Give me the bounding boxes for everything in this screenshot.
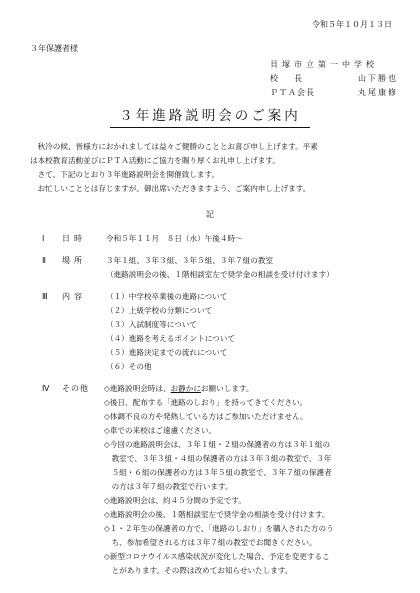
note-line: ◇後日、配布する「進路のしおり」を持ってきてください。 (104, 398, 308, 407)
place-line: ３年１組、３年３組、３年５組、３年７組の教室 (106, 256, 274, 265)
school-name: 貝塚市立第一中学校 (270, 60, 378, 69)
note-line: ◇進路説明会は、約４５分間の予定です。 (104, 496, 246, 505)
intro-line: は本校教育活動並びにＰＴＡ活動にご協力を賜り厚くお礼申し上げます。 (30, 156, 280, 165)
content-item: （２）上級学校の分類について (106, 306, 213, 315)
issue-date: 令和５年１０月１３日 (312, 20, 392, 29)
intro-line: さて、下記のとおり３年進路説明会を開催致します。 (30, 170, 220, 179)
note-line: ◇体調不良の方や発熱している方はご参加いただけません。 (104, 412, 308, 421)
note-line: とがあります。その際は改めてお知らせいたします。 (104, 566, 293, 575)
section-label-other: その他 (62, 384, 89, 393)
emphasis-quiet: お静かに (170, 384, 201, 393)
content-item: （１）中学校卒業後の進路について (106, 292, 228, 301)
section-label-place: 場所 (62, 256, 86, 265)
note-line: ◇車での来校はご遠慮ください。 (104, 426, 217, 435)
section-number: Ⅱ (42, 256, 46, 265)
sender-school (270, 60, 398, 70)
section-number: Ⅲ (42, 292, 48, 301)
pta-name: 丸尾康修 (358, 88, 398, 97)
notice-title: ３年進路説明会のご案内 (119, 108, 301, 124)
recipient: ３年保護者様 (30, 44, 78, 53)
sender-pta (270, 88, 398, 98)
intro-line: 秋冷の候、皆様方におかれましては益々ご健勝のこととお喜び申し上げます。平素 (30, 142, 318, 151)
section-label-date: 日時 (62, 234, 86, 243)
note-line: 教室で、３年３組・４組の保護者の方は３年３組の教室で、３年 (104, 454, 332, 463)
note-text: お願いします。 (200, 384, 254, 393)
principal-name: 山下勝也 (358, 74, 398, 83)
title-underline (110, 127, 310, 128)
note-line: ５組・６組の保護者の方は３年５組の教室で、３年７組の保護者 (104, 468, 332, 477)
event-datetime: 令和５年１１月 ８日（水）午後４時～ (106, 234, 243, 243)
note-line: の方は３年７組の教室で行います。 (104, 482, 233, 491)
note-text: ◇進路説明会時は、 (104, 384, 171, 393)
content-item: （６）その他 (106, 362, 152, 371)
sender-principal (270, 74, 398, 84)
ki-heading: 記 (206, 210, 214, 219)
content-item: （５）進路決定までの流れについて (106, 348, 228, 357)
note-line: ◇今回の進路説明会は、３年１組・２組の保護者の方は３年１組の (104, 440, 331, 449)
note-line: ◇進路説明会の後、１階相談室左で奨学金の相談を受け付けます。 (104, 510, 330, 519)
note-line: ◇新型コロナウイルス感染状況が変化した場合、予定を変更するこ (104, 552, 330, 561)
note-line: ◇１・２年生の保護者の方で、「進路のしおり」を購入された方のう (104, 524, 334, 533)
section-number: Ⅰ (42, 234, 45, 243)
content-item: （３）入試制度等について (106, 320, 197, 329)
section-number: Ⅳ (42, 384, 50, 393)
note-line-quiet (104, 384, 254, 393)
content-item: （４）進路を考えるポイントについて (106, 334, 235, 343)
intro-line: お忙しいこととは存じますが、御出席いただきますよう、ご案内申し上げます。 (30, 184, 311, 193)
pta-title: ＰＴＡ会長 (270, 88, 315, 97)
principal-title: 校 長 (270, 74, 306, 83)
note-line: ち、参加希望される方は３年７組の教室でお聞きください。 (104, 538, 317, 547)
section-label-content: 内容 (62, 292, 86, 301)
place-line: （進路説明会の後、１階相談室左で奨学金の相談を受け付けます） (106, 270, 334, 279)
